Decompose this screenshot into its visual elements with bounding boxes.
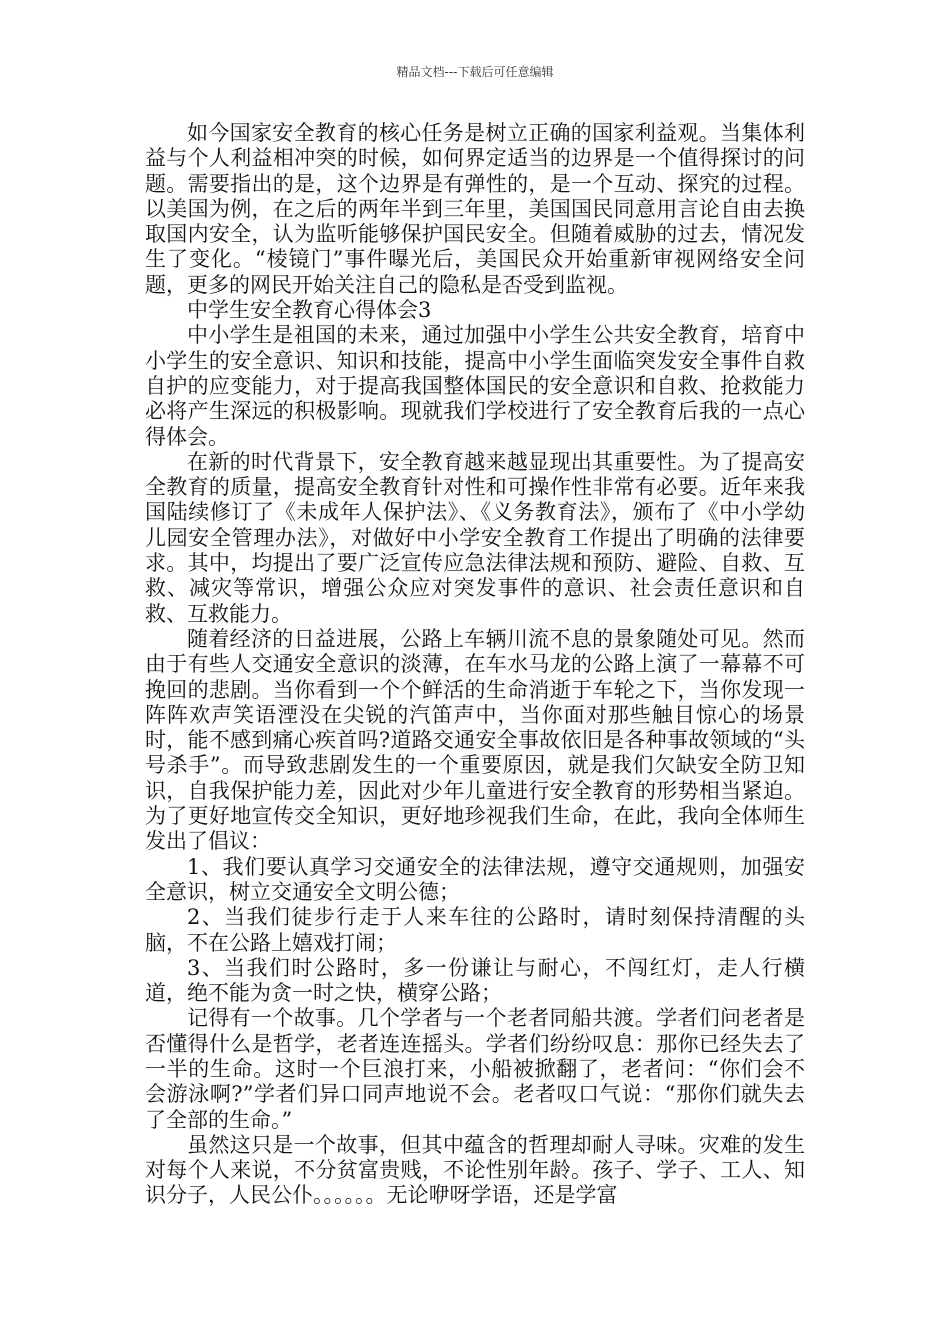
list-item-2: 2、当我们徒步行走于人来车往的公路时，请时刻保持清醒的头脑，不在公路上嬉戏打闹； [145,905,805,955]
list-item-3: 3、当我们时公路时，多一份谦让与耐心，不闯红灯，走人行横道，绝不能为贪一时之快，横穿公路； [145,955,805,1006]
document-body [145,121,805,1209]
paragraph-national-interest: 如今国家安全教育的核心任务是树立正确的国家利益观。当集体利益与个人利益相冲突的时候，如何界定适当的边界是一个值得探讨的问题。需要指出的是，这个边界是有弹性的，是一个互动、探究的过程。以美国为例，在之后的两年半到三年里，美国国民同意用言论自由去换取国内安全，认为监听能够保护国民安全。但随着威胁的过去，情况发生了变化。“棱镜门”事件曝光后，美国民众开始重新审视网络安全问题，更多的网民开始关注自己的隐私是否受到监视。 [145,121,805,297]
paragraph-traffic: 随着经济的日益进展，公路上车辆川流不息的景象随处可见。然而由于有些人交通安全意识的淡薄，在车水马龙的公路上演了一幕幕不可挽回的悲剧。当你看到一个个鲜活的生命消逝于车轮之下，当你发现一阵阵欢声笑语湮没在尖锐的汽笛声中，当你面对那些触目惊心的场景时，能不感到痛心疾首吗?道路交通安全事故依旧是各种事故领域的“头号杀手”。而导致悲剧发生的一个重要原因，就是我们欠缺安全防卫知识，自我保护能力差，因此对少年儿童进行安全教育的形势相当紧迫。为了更好地宣传交全知识，更好地珍视我们生命，在此，我向全体师生发出了倡议： [145,626,805,854]
paragraph-new-era: 在新的时代背景下，安全教育越来越显现出其重要性。为了提高安全教育的质量，提高安全教育针对性和可操作性非常有必要。近年来我国陆续修订了《未成年人保护法》、《义务教育法》，颁布了《中小学幼儿园安全管理办法》，对做好中小学安全教育工作提出了明确的法律要求。其中，均提出了要广泛宣传应急法律法规和预防、避险、自救、互救、减灾等常识，增强公众应对突发事件的意识、社会责任意识和自救、互救能力。 [145,449,805,626]
paragraph-conclusion: 虽然这只是一个故事，但其中蕴含的哲理却耐人寻味。灾难的发生对每个人来说，不分贫富贵贱，不论性别年龄。孩子、学子、工人、知识分子，人民公仆。。。。。。无论咿呀学语，还是学富 [145,1132,805,1208]
list-item-1: 1、我们要认真学习交通安全的法律法规，遵守交通规则，加强安全意识，树立交通安全文明公德； [145,854,805,904]
section-heading: 中学生安全教育心得体会3 [187,298,432,323]
paragraph-story: 记得有一个故事。几个学者与一个老者同船共渡。学者们问老者是否懂得什么是哲学，老者连连摇头。学者们纷纷叹息：那你已经失去了一半的生命。这时一个巨浪打来，小船被掀翻了，老者问：“你们会不会游泳啊?”学者们异口同声地说不会。老者叹口气说：“那你们就失去了全部的生命。” [145,1006,805,1132]
paragraph-intro: 中小学生是祖国的未来，通过加强中小学生公共安全教育，培育中小学生的安全意识、知识和技能，提高中小学生面临突发安全事件自救自护的应变能力，对于提高我国整体国民的安全意识和自救、抢救能力必将产生深远的积极影响。现就我们学校进行了安全教育后我的一点心得体会。 [145,323,805,449]
page-header: 精品文档---下载后可任意编辑 [396,65,554,79]
